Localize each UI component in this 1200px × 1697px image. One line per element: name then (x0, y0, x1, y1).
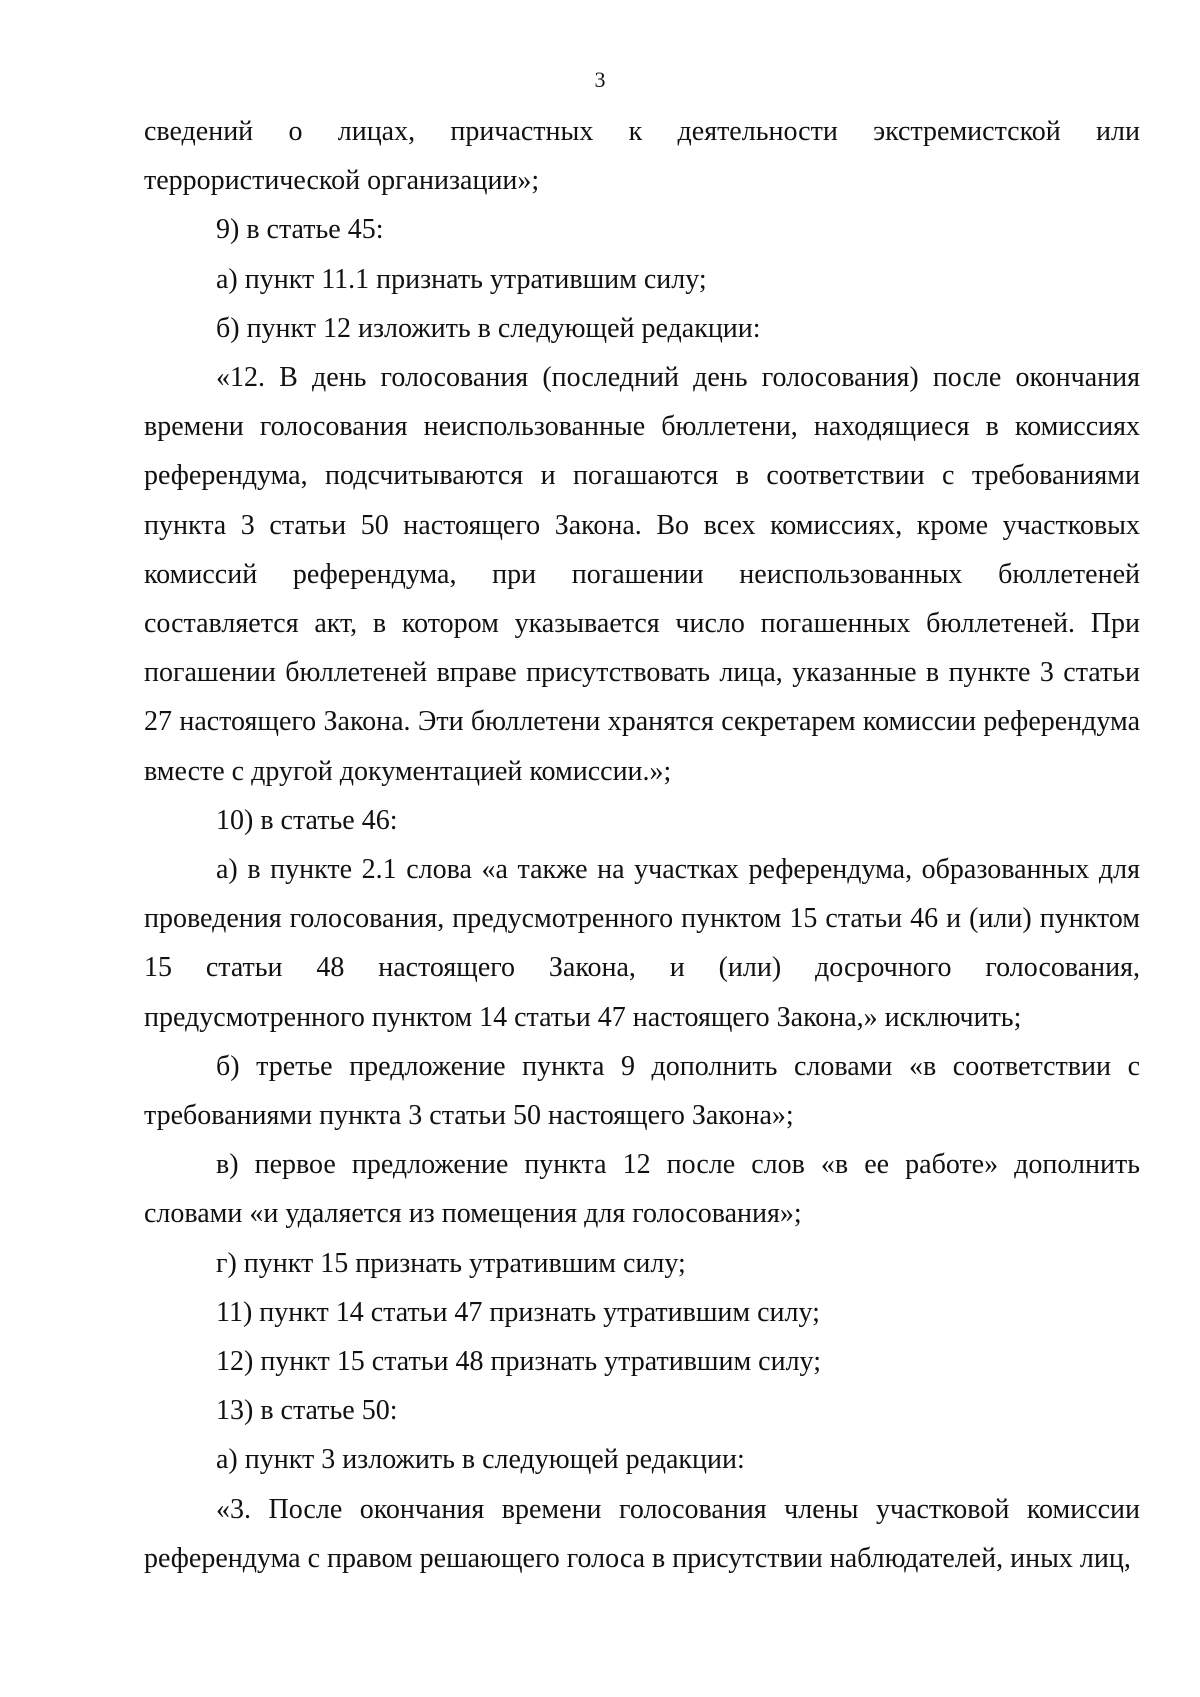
paragraph-item-10a: а) в пункте 2.1 слова «а также на участках референдума, образованных для проведения голосования, предусмотренного пунктом 15 статьи 46 и (или) пунктом 15 статьи 48 настоящего Закона, и (или) досрочного голосования, предусмотренного пунктом 14 статьи 47 настоящего Закона,» исключить; (144, 854, 1140, 1033)
paragraph-quoted-clause-3: «3. После окончания времени голосования члены участковой комиссии референдума с правом решающего голоса в присутствии наблюдателей, иных лиц, (144, 1493, 1140, 1574)
paragraph-item-10v: в) первое предложение пункта 12 после слов «в ее работе» дополнить словами «и удаляется из помещения для голосования»; (144, 1149, 1140, 1230)
paragraph-item-9a: а) пункт 11.1 признать утратившим силу; (216, 263, 707, 295)
paragraph-continuation: сведений о лицах, причастных к деятельности экстремистской или террористической организации»; (144, 116, 1140, 197)
paragraph-item-10g: г) пункт 15 признать утратившим силу; (216, 1247, 686, 1279)
paragraph-quoted-clause-12: «12. В день голосования (последний день голосования) после окончания времени голосования неиспользованные бюллетени, находящиеся в комиссиях референдума, подсчитываются и погашаются в соответствии с требованиями пункта 3 статьи 50 настоящего Закона. Во всех комиссиях, кроме участковых комиссий референдума, при погашении неиспользованных бюллетеней составляется акт, в котором указывается число погашенных бюллетеней. При погашении бюллетеней вправе присутствовать лица, указанные в пункте 3 статьи 27 настоящего Закона. Эти бюллетени хранятся секретарем комиссии референдума вместе с другой документацией комиссии.»; (144, 362, 1140, 787)
paragraph-item-9: 9) в статье 45: (216, 214, 384, 246)
paragraph-item-9b: б) пункт 12 изложить в следующей редакции: (216, 312, 761, 344)
paragraph-item-11: 11) пункт 14 статьи 47 признать утратившим силу; (216, 1296, 820, 1328)
paragraph-item-13: 13) в статье 50: (216, 1395, 398, 1427)
paragraph-item-10: 10) в статье 46: (216, 804, 398, 836)
paragraph-item-10b: б) третье предложение пункта 9 дополнить словами «в соответствии с требованиями пункта 3 статьи 50 настоящего Закона»; (144, 1050, 1140, 1132)
paragraph-item-13a: а) пункт 3 изложить в следующей редакции: (216, 1444, 745, 1476)
paragraph-item-12: 12) пункт 15 статьи 48 признать утратившим силу; (216, 1346, 821, 1378)
page-number: 3 (594, 67, 606, 92)
document-body (144, 107, 1140, 1583)
